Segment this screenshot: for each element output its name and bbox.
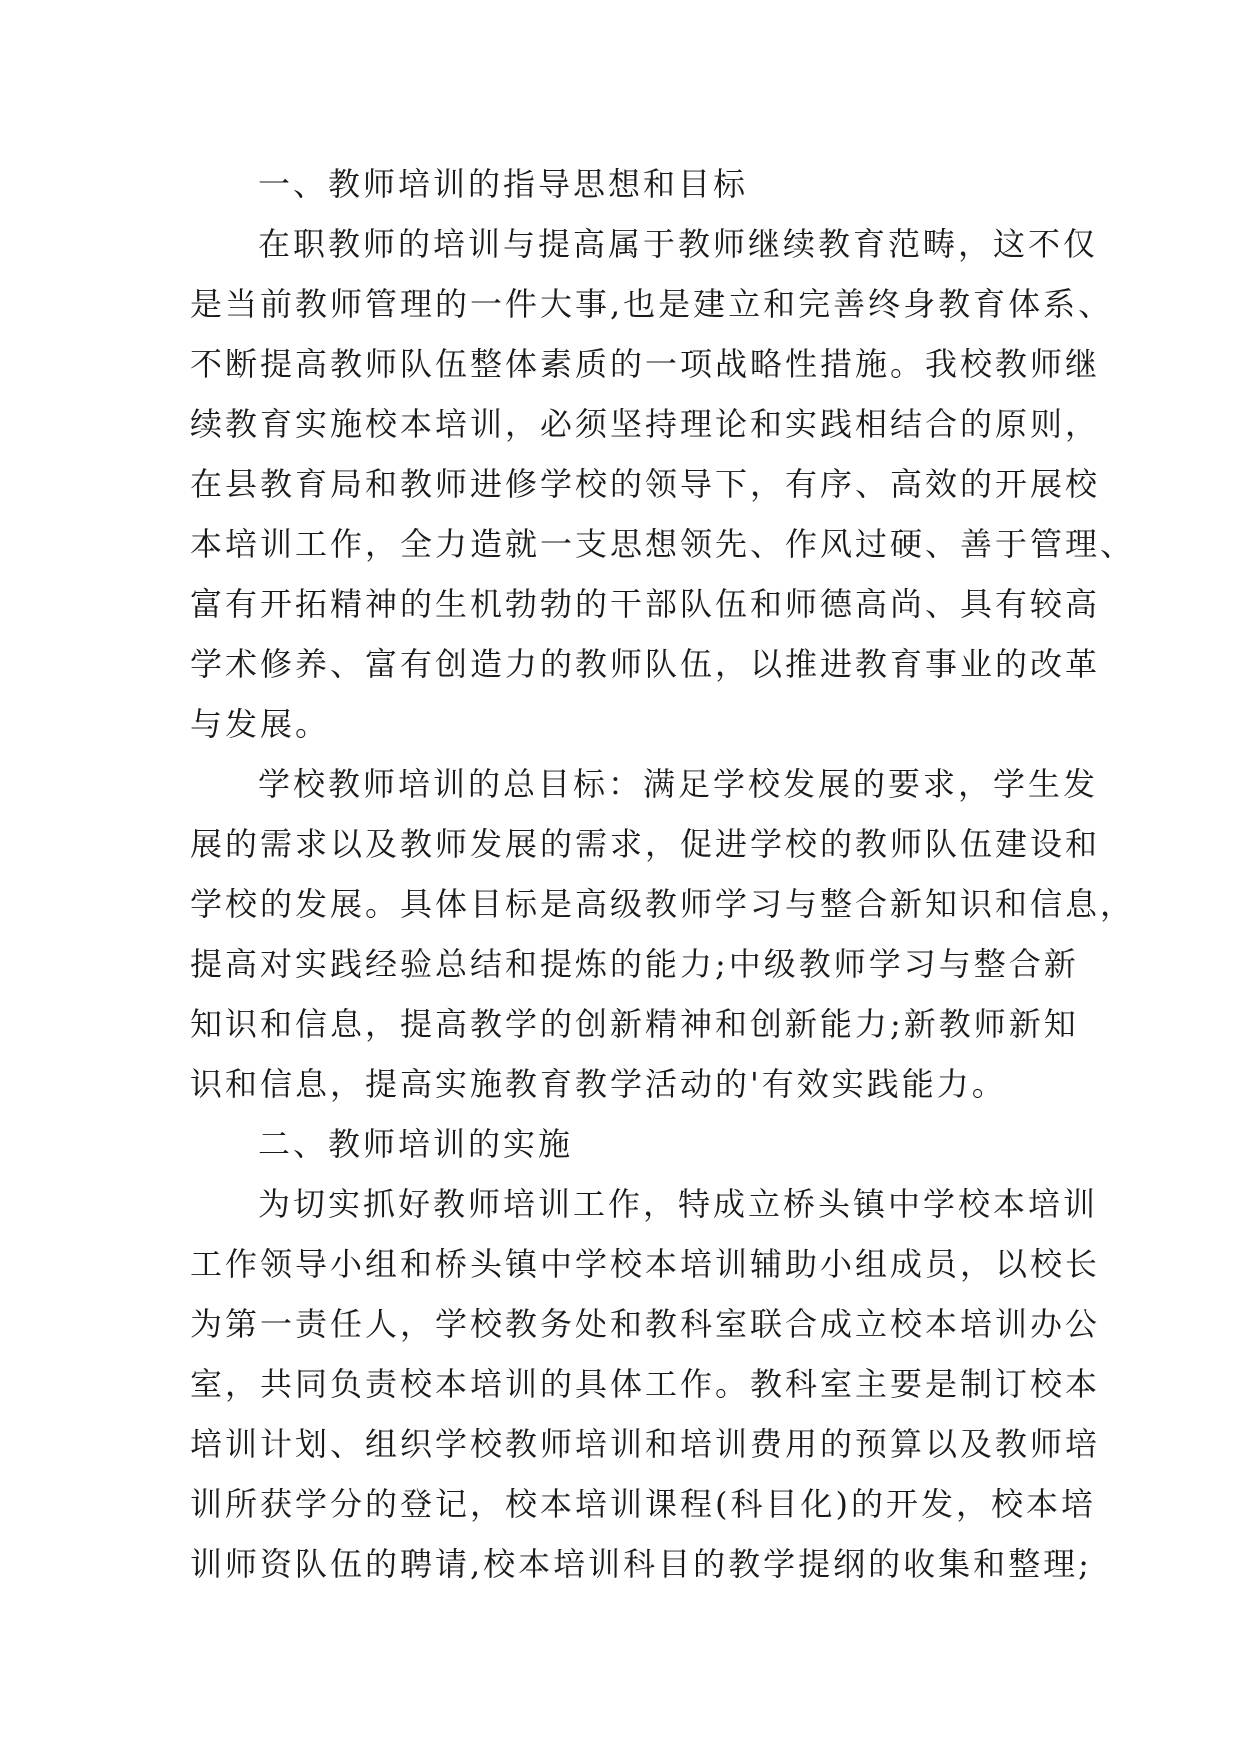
paragraph-line: 富有开拓精神的生机勃勃的干部队伍和师德高尚、具有较高 xyxy=(190,585,1101,623)
paragraph-line: 续教育实施校本培训，必须坚持理论和实践相结合的原则， xyxy=(190,405,1101,443)
paragraph-line: 不断提高教师队伍整体素质的一项战略性措施。我校教师继 xyxy=(190,345,1101,383)
paragraph-line: 在职教师的培训与提高属于教师继续教育范畴，这不仅 xyxy=(258,225,1099,263)
paragraph-line: 是当前教师管理的一件大事,也是建立和完善终身教育体系、 xyxy=(190,285,1114,323)
paragraph-line: 工作领导小组和桥头镇中学校本培训辅助小组成员，以校长 xyxy=(190,1245,1101,1283)
paragraph-line: 室，共同负责校本培训的具体工作。教科室主要是制订校本 xyxy=(190,1365,1101,1403)
paragraph-line: 提高对实践经验总结和提炼的能力;中级教师学习与整合新 xyxy=(190,945,1079,983)
paragraph-line: 训所获学分的登记，校本培训课程(科目化)的开发，校本培 xyxy=(190,1485,1096,1523)
paragraph-line: 学术修养、富有创造力的教师队伍，以推进教育事业的改革 xyxy=(190,645,1101,683)
paragraph-line: 为第一责任人，学校教务处和教科室联合成立校本培训办公 xyxy=(190,1305,1101,1343)
paragraph-line: 展的需求以及教师发展的需求，促进学校的教师队伍建设和 xyxy=(190,825,1101,863)
section-heading-2: 二、教师培训的实施 xyxy=(258,1125,574,1163)
paragraph-line: 与发展。 xyxy=(190,705,331,743)
paragraph-line: 为切实抓好教师培训工作，特成立桥头镇中学校本培训 xyxy=(258,1185,1099,1223)
paragraph-line: 培训计划、组织学校教师培训和培训费用的预算以及教师培 xyxy=(190,1425,1101,1463)
paragraph-line: 学校教师培训的总目标：满足学校发展的要求，学生发 xyxy=(258,765,1099,803)
paragraph-line: 训师资队伍的聘请,校本培训科目的教学提纲的收集和整理; xyxy=(190,1545,1092,1583)
paragraph-line: 在县教育局和教师进修学校的领导下，有序、高效的开展校 xyxy=(190,465,1101,503)
section-heading-1: 一、教师培训的指导思想和目标 xyxy=(258,165,749,203)
paragraph-line: 本培训工作，全力造就一支思想领先、作风过硬、善于管理、 xyxy=(190,525,1136,563)
paragraph-line: 识和信息，提高实施教育教学活动的'有效实践能力。 xyxy=(190,1065,1007,1103)
paragraph-line: 知识和信息，提高教学的创新精神和创新能力;新教师新知 xyxy=(190,1005,1079,1043)
paragraph-line: 学校的发展。具体目标是高级教师学习与整合新知识和信息， xyxy=(190,885,1136,923)
